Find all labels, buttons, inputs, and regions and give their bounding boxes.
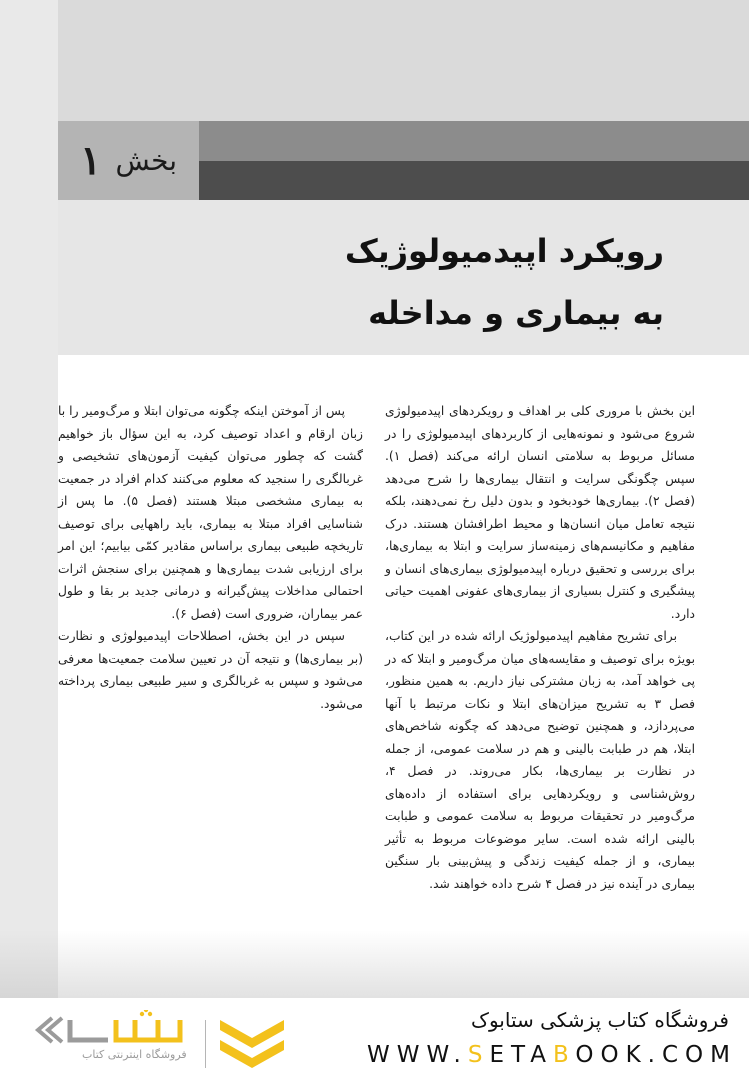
page-body bbox=[58, 355, 749, 945]
store-url[interactable] bbox=[367, 1042, 737, 1068]
chapter-title bbox=[345, 220, 664, 344]
header-bar-dark bbox=[199, 161, 749, 200]
page-shadow-gutter bbox=[0, 930, 58, 998]
url-part-highlight: S bbox=[467, 1042, 490, 1068]
paragraph: این بخش با مروری کلی بر اهداف و رویکردهای اپیدمیولوژی شروع می‌شود و نمونه‌هایی از کاربردهای اپیدمیولوژی را در مسائل مربوط به سلامتی انسان ارائه می‌کند (فصل ۱). سپس چگونگی سرایت و انتقال بیماری‌ها را شرح می‌دهد (فصل ۲). بیماری‌ها خودبخود و بدون دلیل رخ نمی‌دهند، بلکه نتیجه تعامل میان انسان‌ها و محیط اطرافشان هستند. درک مفاهیم و مکانیسم‌های زمینه‌ساز سرایت و ابتلا به بیماری‌ها، برای بررسی و تحقیق درباره اپیدمیولوژی بیماری‌های انسان و پیشگیری و کنترل بسیاری از بیماری‌های عفونی اهمیت حیاتی دارد. bbox=[385, 404, 696, 621]
chapter-title-line-1: رویکرد اپیدمیولوژیک bbox=[344, 232, 664, 270]
chapter-number: ۱ bbox=[79, 137, 102, 184]
paragraph: برای تشریح مفاهیم اپیدمیولوژیک ارائه شده در این کتاب، بویژه برای توصیف و مقایسه‌های میان مرگ‌ومیر و ابتلا که در پی خواهد آمد، به زبان مشترکی نیاز داریم. به همین منظور، فصل ۳ به تشریح میزان‌های ابتلا و نکات مرتبط با آنها می‌پردازد، و همچنین توضیح می‌دهد که چگونه شاخص‌های ابتلا، هم در طبابت بالینی و هم در سلامت عمومی، از جمله در نظارت بر بیماری‌ها، بکار می‌روند. در فصل ۴، روش‌شناسی و رویکردهایی برای استفاده از داده‌های مرگ‌ومیر در تحقیقات مربوط به سلامت عمومی و طبابت بالینی ارائه شده است. سایر موضوعات مربوط به تأثیر بیماری، و از جمله کیفیت زندگی و پیش‌بینی بار سنگین بیماری در آینده نیز در فصل ۴ شرح داده خواهند شد. bbox=[385, 629, 695, 891]
footer-banner bbox=[0, 998, 749, 1079]
title-area bbox=[58, 200, 749, 355]
url-part-highlight: B bbox=[553, 1042, 576, 1068]
logo-divider bbox=[205, 1020, 206, 1068]
chapter-label bbox=[58, 121, 199, 200]
chevron-logo-icon bbox=[30, 1010, 285, 1072]
text-column-right bbox=[385, 400, 695, 895]
paragraph: پس از آموختن اینکه چگونه می‌توان ابتلا و مرگ‌ومیر را با زبان ارقام و اعداد توصیف کرد، به این سؤال باز خواهیم گشت که چطور می‌توان کیفیت آزمون‌های تشخیصی و غربالگری را سنجید که معلوم می‌کنند کدام افراد در جمعیت به بیماری مشخصی مبتلا هستند (فصل ۵). ما پس از شناسایی افراد مبتلا به بیماری، باید راههایی برای توصیف تاریخچه طبیعی بیماری براساس مقادیر کمّی بیابیم؛ این امر برای ارزیابی شدت بیماری‌ها و همچنین برای سنجش اثرات احتمالی مداخلات پیش‌گیرانه و درمانی جدید بر بقا و طول عمر بیماران، ضروری است (فصل ۶). bbox=[58, 404, 363, 621]
page-shadow bbox=[58, 930, 749, 998]
chapter-word: بخش bbox=[115, 144, 178, 177]
logo-tagline: فروشگاه اینترنتی کتاب bbox=[82, 1048, 187, 1061]
paragraph: سپس در این بخش، اصطلاحات اپیدمیولوژی و نظارت (بر بیماری‌ها) و نتیجه آن در تعیین سلامت جمعیت‌ها معرفی می‌شود و سپس به غربالگری و سیر طبیعی بیماری پرداخته می‌شود. bbox=[58, 629, 363, 711]
header-bar-light bbox=[199, 121, 749, 161]
header-band bbox=[58, 0, 749, 121]
url-part: ETA bbox=[489, 1042, 554, 1068]
text-column-left bbox=[58, 400, 363, 715]
store-name: فروشگاه کتاب پزشکی ستابوک bbox=[471, 1008, 729, 1032]
url-part: OOK.COM bbox=[575, 1042, 737, 1068]
setabook-logo[interactable] bbox=[30, 1010, 285, 1072]
chapter-title-line-2: به بیماری و مداخله bbox=[368, 294, 664, 332]
left-gutter bbox=[0, 0, 58, 1000]
url-part: WWW. bbox=[366, 1042, 468, 1068]
